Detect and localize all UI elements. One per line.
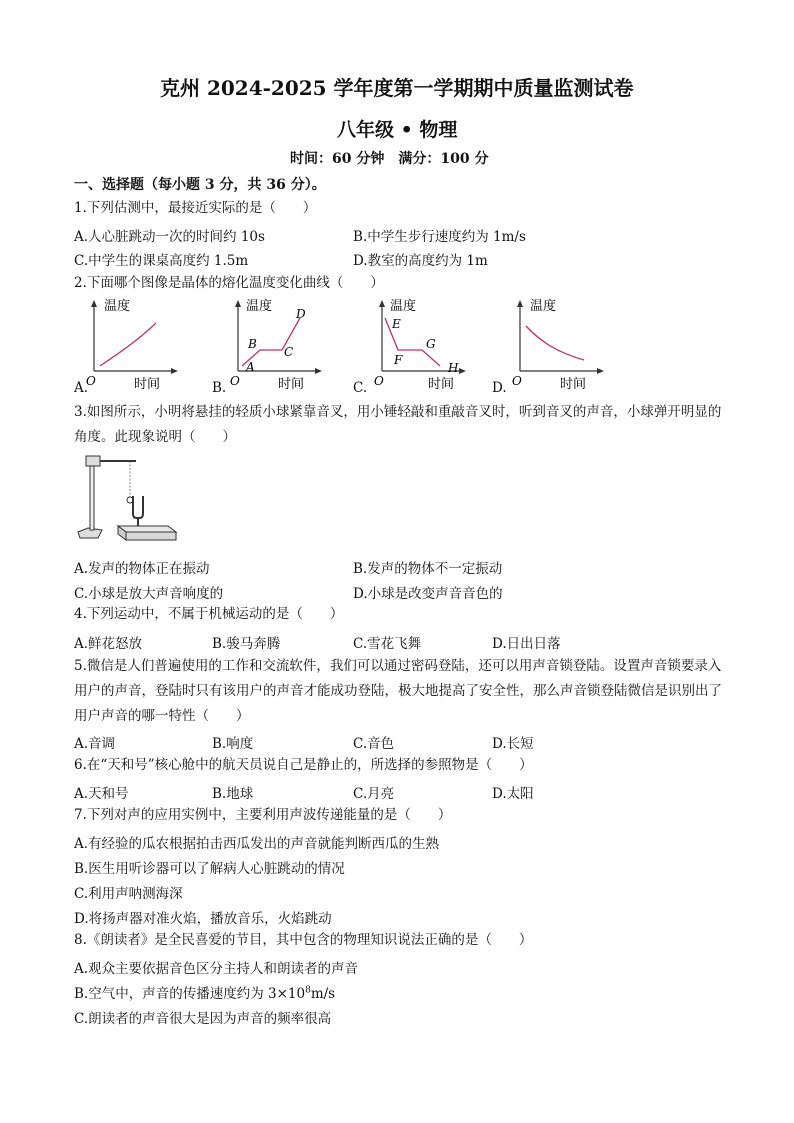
q3-option-d: D.小球是改变声音音色的	[353, 586, 503, 602]
q8-option-b-exponent: 8	[305, 985, 311, 996]
graph-c	[370, 296, 470, 396]
q7-option-b: B.医生用听诊器可以了解病人心脏跳动的情况	[74, 861, 345, 877]
graph-d-ylabel: 温度	[530, 299, 557, 314]
graph-b-xlabel: 时间	[278, 377, 305, 392]
q4-option-d: D.日出日落	[492, 636, 561, 652]
graph-a-xlabel: 时间	[134, 377, 161, 392]
q5-option-d: D.长短	[492, 736, 534, 752]
graph-b-point-a: A	[246, 360, 255, 374]
graph-d	[508, 296, 608, 396]
q6-option-a: A.天和号	[74, 786, 129, 802]
q1-option-d: D.教室的高度约为 1m	[353, 253, 488, 269]
q8-option-a: A.观众主要依据音色区分主持人和朗读者的声音	[74, 961, 359, 977]
q1-option-c: C.中学生的课桌高度约 1.5m	[74, 253, 249, 269]
question-4-stem: 4.下列运动中，不属于机械运动的是（ ）	[74, 606, 344, 622]
graph-a	[82, 296, 182, 396]
question-5-stem: 5.微信是人们普遍使用的工作和交流软件，我们可以通过密码登陆，还可以用声音锁登陆。设置声音锁要录入用户的声音，登陆时只有该用户的声音才能成功登陆，极大地提高了安全性，那么声音锁登陆微信是识别出了用户声音的哪一特性（ ）	[74, 658, 722, 724]
q4-option-b: B.骏马奔腾	[212, 636, 281, 652]
tuning-fork-apparatus	[72, 452, 192, 547]
question-8-stem: 8.《朗读者》是全民喜爱的节目，其中包含的物理知识说法正确的是（ ）	[74, 932, 533, 948]
q6-option-d: D.太阳	[492, 786, 534, 802]
q8-option-b-text: B.空气中，声音的传播速度约为 3×10	[74, 986, 306, 1002]
q8-option-b-unit: m/s	[310, 986, 336, 1002]
q2-option-b: B.	[212, 380, 227, 396]
graph-d-origin: O	[512, 374, 522, 388]
exam-meta: 时间：60 分钟 满分：100 分	[290, 151, 489, 167]
graph-c-point-f: F	[394, 353, 403, 367]
q3-option-b: B.发声的物体不一定振动	[353, 561, 503, 577]
graph-c-xlabel: 时间	[428, 377, 455, 392]
q8-option-c: C.朗读者的声音很大是因为声音的频率很高	[74, 1011, 332, 1027]
graph-c-point-e: E	[392, 317, 401, 331]
graph-b-point-b: B	[248, 337, 257, 351]
q1-option-a: A.人心脏跳动一次的时间约 10s	[74, 229, 265, 245]
graph-a-origin: O	[86, 374, 96, 388]
section-heading: 一、选择题（每小题 3 分，共 36 分）。	[74, 177, 326, 193]
q7-option-d: D.将扬声器对准火焰，播放音乐，火焰跳动	[74, 911, 332, 927]
q2-option-a: A.	[74, 380, 89, 396]
graph-b-ylabel: 温度	[246, 299, 273, 314]
question-1-stem: 1.下列估测中，最接近实际的是（ ）	[74, 200, 317, 216]
q4-option-a: A.鲜花怒放	[74, 636, 143, 652]
graph-c-point-g: G	[426, 337, 436, 351]
q4-option-c: C.雪花飞舞	[353, 636, 422, 652]
q3-option-a: A.发声的物体正在振动	[74, 561, 210, 577]
q7-option-c: C.利用声呐测海深	[74, 886, 183, 902]
question-7-stem: 7.下列对声的应用实例中，主要利用声波传递能量的是（ ）	[74, 807, 452, 823]
question-3-stem: 3.如图所示，小明将悬挂的轻质小球紧靠音叉，用小锤轻敲和重敲音叉时，听到音叉的声音，小球弹开明显的角度。此现象说明（ ）	[74, 404, 722, 445]
graph-b-point-c: C	[284, 345, 294, 359]
graph-c-point-h: H	[448, 361, 459, 375]
q2-option-d: D.	[492, 380, 507, 396]
graph-d-xlabel: 时间	[560, 377, 587, 392]
q8-option-b	[74, 982, 335, 1002]
graph-b-origin: O	[230, 374, 240, 388]
q3-option-c: C.小球是放大声音响度的	[74, 586, 224, 602]
q6-option-b: B.地球	[212, 786, 254, 802]
q1-option-b: B.中学生步行速度约为 1m/s	[353, 229, 526, 245]
graph-b	[226, 296, 326, 396]
question-6-stem: 6.在“天和号”核心舱中的航天员说自己是静止的，所选择的参照物是（ ）	[74, 757, 533, 773]
graph-c-ylabel: 温度	[390, 299, 417, 314]
exam-title: 克州 2024-2025 学年度第一学期期中质量监测试卷	[160, 76, 634, 100]
exam-subtitle: 八年级 • 物理	[337, 119, 458, 141]
graph-a-ylabel: 温度	[104, 299, 131, 314]
graph-b-point-d: D	[296, 307, 306, 321]
q2-option-c: C.	[353, 380, 368, 396]
question-2-stem: 2.下面哪个图像是晶体的熔化温度变化曲线（ ）	[74, 275, 384, 291]
graph-c-origin: O	[374, 374, 384, 388]
q6-option-c: C.月亮	[353, 786, 395, 802]
q5-option-c: C.音色	[353, 736, 395, 752]
q5-option-a: A.音调	[74, 736, 116, 752]
q7-option-a: A.有经验的瓜农根据拍击西瓜发出的声音就能判断西瓜的生熟	[74, 836, 440, 852]
q5-option-b: B.响度	[212, 736, 254, 752]
